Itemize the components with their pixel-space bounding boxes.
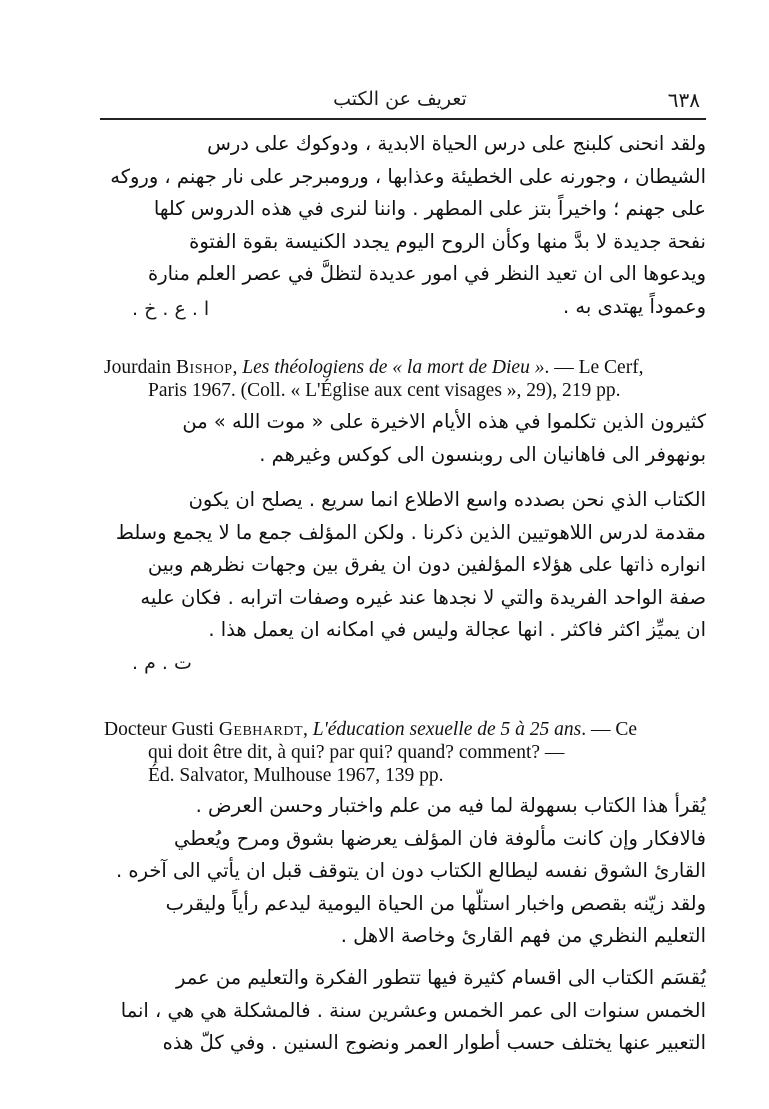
review-3-line: ولقد زيّنه بقصص واخبار استلّها من الحياة اليومية ليدعم رأياً وليقرب (165, 891, 706, 915)
review-3-line: يُقرأ هذا الكتاب بسهولة لما فيه من علم واختبار وحسن العرض . (195, 794, 706, 817)
entry-2-publisher-a: . — Le Cerf, (544, 357, 644, 378)
review-3-paragraph-2 (100, 962, 706, 1060)
entry-2-title: Les théologiens de « la mort de Dieu » (242, 357, 545, 378)
entry-3-publisher-c: Éd. Salvator, Mulhouse 1967, 139 pp. (148, 765, 444, 786)
review-2-line: الكتاب الذي نحن بصدده واسع الاطلاع انما سريع . يصلح ان يكون (188, 488, 706, 511)
review-3-line: القارئ الشوق نفسه ليطالع الكتاب دون ان يتوقف قبل ان يأتي الى آخره . (116, 859, 706, 882)
header-rule (100, 118, 706, 120)
entry-3-line-1: Docteur Gusti Gebhardt, L'éducation sexuelle de 5 à 25 ans. — Ce (104, 719, 638, 740)
entry-3-title: L'éducation sexuelle de 5 à 25 ans (312, 719, 582, 740)
entry-2-publisher-b: Paris 1967. (Coll. « L'Église aux cent visages », 29), 219 pp. (148, 380, 621, 401)
review-3-line: التعبير عنها يختلف حسب أطوار العمر ونضوج السنين . وفي كلّ هذه (162, 1031, 706, 1054)
review-2-line: صفة الواحد الفريدة والتي لا نجدها عند غيره وصفات اترابه . فكان عليه (140, 585, 706, 609)
review-2-line: كثيرون الذين تكلموا في هذه الأيام الاخيرة على « موت الله » من (182, 410, 706, 433)
review-3-line: فالافكار وإن كانت مألوفة فان المؤلف يعرضها بشوق ومرح ويُعطي (174, 826, 706, 850)
review-3-paragraph-1 (100, 790, 706, 953)
entry-3-publisher-b: qui doit être dit, à qui? par qui? quand? comment? — (148, 742, 565, 763)
entry-2-citation (104, 356, 664, 402)
review-2-line: ان يميِّز اكثر فاكثر . انها عجالة وليس في امكانه ان يعمل هذا . (208, 618, 706, 641)
running-title: تعريف عن الكتب (333, 88, 467, 110)
review-3-line: يُقسَم الكتاب الى اقسام كثيرة فيها تتطور الفكرة والتعليم من عمر (176, 966, 706, 989)
review-1-line: على جهنم ؛ واخيراً بتز على المطهر . واننا لنرى في هذه الدروس كلها (153, 197, 706, 220)
page-number: ٦٣٨ (667, 88, 700, 112)
running-head (100, 88, 700, 118)
review-2-line: مقدمة لدرس اللاهوتيين الذين ذكرنا . ولكن المؤلف جمع ما لا يجمع وسلط (115, 520, 706, 544)
entry-3-publisher-a: . — Ce (581, 719, 638, 740)
review-1-line: ولقد انحنى كلبنج على درس الحياة الابدية ، ودوكوك على درس (207, 132, 706, 155)
review-3-line: التعليم النظري من فهم القارئ وخاصة الاهل . (340, 924, 706, 947)
review-2-paragraph-2 (100, 484, 706, 647)
review-1-line: وعموداً يهتدى به . (563, 294, 706, 318)
review-2-paragraph-1 (100, 406, 706, 471)
entry-3-citation (104, 718, 664, 787)
review-2-line: بونهوفر الى فاهانيان الى روبنسون الى كوكس وغيرهم . (259, 442, 706, 466)
entry-2-line-1: Jourdain Bishop, Les théologiens de « la mort de Dieu ». — Le Cerf, (104, 357, 644, 378)
review-1-line: ويدعوها الى ان تعيد النظر في امور عديدة لتظلَّ في عصر العلم منارة (148, 262, 706, 285)
entry-2-author-last: Bishop (176, 357, 233, 378)
review-1-line: نفحة جديدة لا بدَّ منها وكأن الروح اليوم يجدد الكنيسة بقوة الفتوة (189, 229, 706, 253)
review-1-line: الشيطان ، وجورنه على الخطيئة وعذابها ، ورومبرجر على نار جهنم ، وروكه (110, 164, 706, 188)
entry-3-author-last: Gebhardt (218, 719, 304, 740)
review-2-initials: ت . م . (132, 652, 192, 674)
review-1-text (100, 128, 706, 323)
review-1-initials: ا . ع . خ . (132, 298, 210, 320)
entry-3-author-first: Docteur Gusti (104, 719, 214, 740)
review-2-line: انواره ذاتها على هؤلاء المؤلفين دون ان يفرق بين وجهات نظرهم وبين (147, 553, 706, 576)
review-3-line: الخمس سنوات الى عمر الخمس وعشرين سنة . فالمشكلة هي هي ، انما (120, 998, 706, 1022)
entry-2-author-first: Jourdain (104, 357, 172, 378)
